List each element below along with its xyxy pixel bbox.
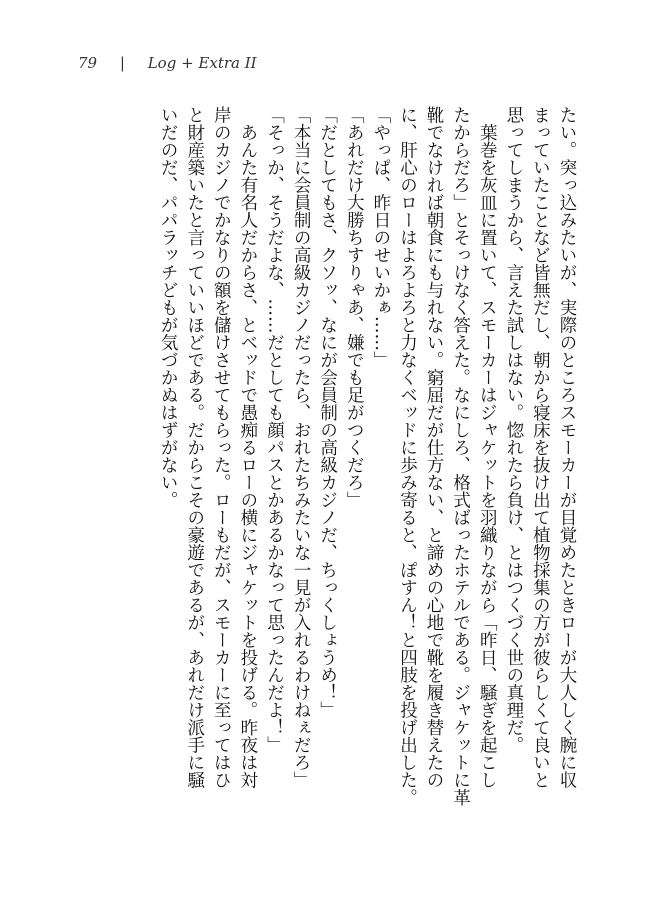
text-line: 「だとしてもさ、クソッ、なにが会員制の高級カジノだ、ちっくしょうめ！」 [317,106,338,719]
header-separator: | [119,54,125,72]
text-line: いだのだ、パパラッチどもが気づかぬはずがない。 [158,106,179,509]
text-line: 「やっぱ、昨日のせいかぁ……」 [370,106,391,369]
text-line: あんた有名人だからさ、とベッドで愚痴るローの横にジャケットを投げる。昨夜は対 [237,106,258,789]
text-line: 「本当に会員制の高級カジノだったら、おれたちみたいな一見が入れるわけねぇだろ」 [291,106,312,789]
book-title: Log + Extra II [147,54,257,72]
running-header [78,54,257,72]
text-line: 靴でなければ朝食にも与れない。窮屈だが仕方ない、と諦めの心地で靴を履き替えたの [424,106,445,789]
text-line: 岸のカジノでかなりの額を儲けさせてもらった。ローもだが、スモーカーに至ってはひ [211,106,232,789]
text-line: まっていたことなど皆無だし、朝から寝床を抜け出て植物採集の方が彼らしくて良いと [530,106,551,789]
text-line: と財産築いたと言っていいほどである。だからこその豪遊であるが、あれだけ派手に騒 [184,106,205,789]
text-line: 思ってしまうから、言えた試しはない。惚れたら負け、とはつくづく世の真理だ。 [503,106,524,754]
text-line: たい。突っ込みたいが、実際のところスモーカーが目覚めたときローが大人しく腕に収 [557,106,577,789]
text-line: たからだろ」とそっけなく答えた。なにしろ、格式ばったホテルである。ジャケットに革 [450,106,471,806]
text-line: に、肝心のローはよろよろと力なくベッドに歩み寄ると、ぽすん！と四肢を投げ出した。 [397,106,418,806]
text-line: 「あれだけ大勝ちすりゃあ、嫌でも足がつくだろ」 [344,106,365,509]
vertical-body-text [70,106,580,876]
text-line: 「そっか、そうだよな、……だとしても顔パスとかあるかなって思ったんだよ！」 [264,106,285,754]
page-number: 79 [78,54,98,72]
text-line: 葉巻を灰皿に置いて、スモーカーはジャケットを羽織りながら「昨日、騒ぎを起こし [477,106,498,789]
